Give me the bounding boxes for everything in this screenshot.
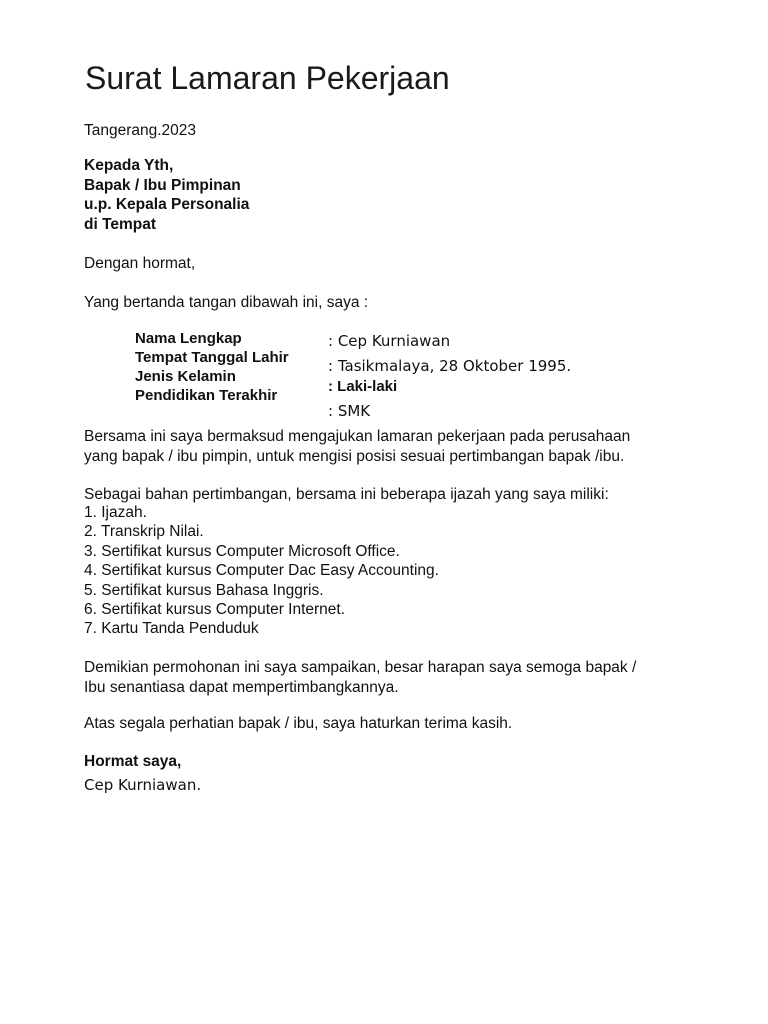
body-line: yang bapak / ibu pimpin, untuk mengisi posisi sesuai pertimbangan bapak /ibu. — [84, 447, 625, 465]
identity-value: : Cep Kurniawan — [328, 332, 451, 350]
body-paragraph — [84, 427, 630, 466]
list-item: 6. Sertifikat kursus Computer Internet. — [84, 601, 346, 619]
identity-label: Pendidikan Terakhir — [135, 387, 278, 404]
recipient-line: Bapak / Ibu Pimpinan — [84, 176, 241, 194]
thanks-line: Atas segala perhatian bapak / ibu, saya haturkan terima kasih. — [84, 715, 513, 732]
recipient-line: di Tempat — [84, 215, 157, 233]
greeting: Dengan hormat, — [84, 255, 196, 272]
list-item: 2. Transkrip Nilai. — [84, 523, 204, 541]
identity-value: : Tasikmalaya, 28 Oktober 1995. — [328, 357, 572, 375]
signer-name: Cep Kurniawan. — [84, 776, 202, 794]
list-item: 5. Sertifikat kursus Bahasa Inggris. — [84, 581, 324, 599]
place-date: Tangerang.2023 — [84, 122, 197, 139]
identity-label: Nama Lengkap — [135, 330, 242, 347]
list-item: 4. Sertifikat kursus Computer Dac Easy Accounting. — [84, 562, 439, 580]
identity-label: Tempat Tanggal Lahir — [135, 349, 289, 366]
closing-line: Demikian permohonan ini saya sampaikan, besar harapan saya semoga bapak / — [84, 659, 637, 676]
intro-line: Yang bertanda tangan dibawah ini, saya : — [84, 294, 369, 311]
letter-title: Surat Lamaran Pekerjaan — [85, 60, 450, 96]
identity-value: : SMK — [328, 402, 371, 420]
recipient-block — [84, 156, 249, 234]
recipient-line: Kepada Yth, — [84, 157, 174, 174]
list-item: 1. Ijazah. — [84, 504, 147, 521]
recipient-line: u.p. Kepala Personalia — [84, 196, 250, 213]
body-line: Bersama ini saya bermaksud mengajukan lamaran pekerjaan pada perusahaan — [84, 428, 631, 445]
list-item: 7. Kartu Tanda Penduduk — [84, 620, 259, 638]
sign-off: Hormat saya, — [84, 753, 182, 770]
identity-value: : Laki-laki — [328, 378, 398, 395]
closing-line: Ibu senantiasa dapat mempertimbangkannya. — [84, 678, 399, 696]
identity-label: Jenis Kelamin — [135, 368, 236, 385]
attachments-intro: Sebagai bahan pertimbangan, bersama ini beberapa ijazah yang saya miliki: — [84, 486, 609, 503]
attachments-list — [84, 503, 439, 639]
list-item: 3. Sertifikat kursus Computer Microsoft Office. — [84, 542, 400, 560]
closing-paragraph — [84, 658, 636, 697]
